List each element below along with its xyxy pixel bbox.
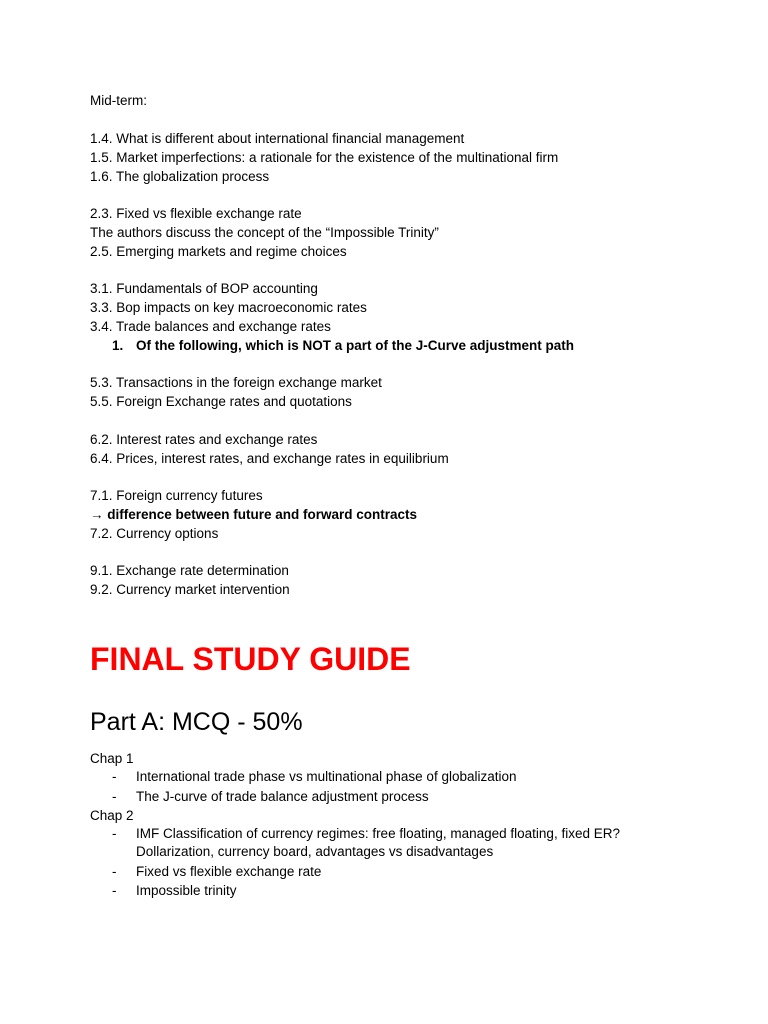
bullet-text: The J-curve of trade balance adjustment process: [136, 789, 429, 804]
midterm-item-6-4: 6.4. Prices, interest rates, and exchange rates in equilibrium: [90, 451, 449, 466]
jcurve-question-number: 1.: [112, 338, 124, 353]
bullet-text: IMF Classification of currency regimes: free floating, managed floating, fixed ER? Dollarization, currency board, advantages vs disadvantages: [136, 826, 620, 859]
bullet-dash: -: [112, 769, 117, 784]
midterm-item-3-1: 3.1. Fundamentals of BOP accounting: [90, 281, 318, 296]
midterm-item-6-2: 6.2. Interest rates and exchange rates: [90, 432, 318, 447]
midterm-item-2-3: 2.3. Fixed vs flexible exchange rate: [90, 206, 302, 221]
part-a-heading: Part A: MCQ - 50%: [90, 708, 303, 736]
midterm-title: Mid-term:: [90, 93, 147, 108]
futures-forward-note: → difference between future and forward contracts: [90, 507, 418, 522]
chap2-label: Chap 2: [90, 808, 134, 823]
midterm-item-9-1: 9.1. Exchange rate determination: [90, 563, 289, 578]
midterm-item-impossible-trinity: The authors discuss the concept of the “Impossible Trinity”: [90, 225, 439, 240]
bullet-text: International trade phase vs multinational phase of globalization: [136, 769, 517, 784]
chap1-label: Chap 1: [90, 751, 134, 766]
midterm-item-3-4: 3.4. Trade balances and exchange rates: [90, 319, 331, 334]
midterm-item-2-5: 2.5. Emerging markets and regime choices: [90, 244, 347, 259]
bullet-text: Impossible trinity: [136, 883, 237, 898]
midterm-item-1-6: 1.6. The globalization process: [90, 169, 270, 184]
midterm-item-5-3: 5.3. Transactions in the foreign exchange market: [90, 375, 382, 390]
midterm-item-7-1: 7.1. Foreign currency futures: [90, 488, 263, 503]
midterm-item-3-3: 3.3. Bop impacts on key macroeconomic rates: [90, 300, 367, 315]
midterm-item-7-2: 7.2. Currency options: [90, 526, 219, 541]
final-study-guide-title: FINAL STUDY GUIDE: [90, 641, 411, 677]
bullet-text: Fixed vs flexible exchange rate: [136, 864, 322, 879]
midterm-item-1-4: 1.4. What is different about international financial management: [90, 131, 465, 146]
bullet-dash: -: [112, 864, 117, 879]
jcurve-question-text: Of the following, which is NOT a part of the J-Curve adjustment path: [136, 338, 575, 353]
jcurve-question: [112, 337, 574, 355]
midterm-item-9-2: 9.2. Currency market intervention: [90, 582, 290, 597]
midterm-item-5-5: 5.5. Foreign Exchange rates and quotations: [90, 394, 352, 409]
midterm-item-1-5: 1.5. Market imperfections: a rationale for the existence of the multinational firm: [90, 150, 559, 165]
bullet-dash: -: [112, 789, 117, 804]
bullet-dash: -: [112, 826, 117, 841]
bullet-dash: -: [112, 883, 117, 898]
